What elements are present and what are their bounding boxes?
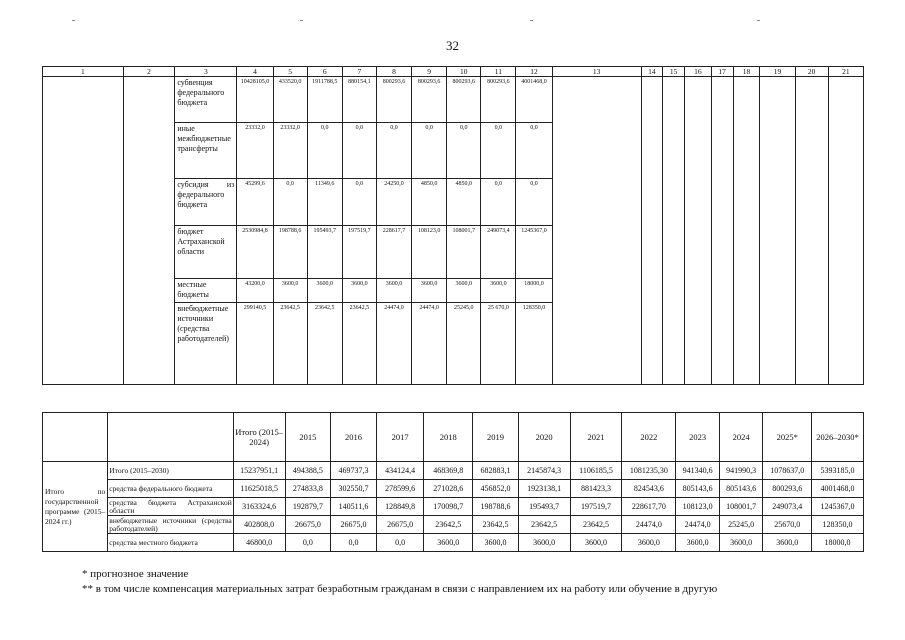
column-header: 2017 (376, 413, 424, 462)
value-cell: 800293,6 (376, 77, 411, 123)
column-header: 2021 (570, 413, 622, 462)
value-cell: 10428105,0 (237, 77, 273, 123)
header-empty-cell (43, 413, 108, 462)
value-cell: 0,0 (376, 123, 411, 179)
value-cell: 433520,0 (273, 77, 307, 123)
value-cell: 0,0 (481, 123, 516, 179)
value-cell: 26675,0 (285, 516, 331, 534)
value-cell: 128350,0 (812, 516, 864, 534)
summary-table (42, 412, 864, 552)
value-cell: 3600,0 (763, 534, 812, 552)
empty-cell (828, 77, 863, 385)
value-cell: 108001,7 (447, 226, 481, 279)
value-cell: 24250,0 (376, 179, 411, 226)
value-cell: 0,0 (307, 123, 342, 179)
value-cell: 198788,6 (273, 226, 307, 279)
value-cell: 25245,0 (719, 516, 763, 534)
column-header: 2024 (719, 413, 763, 462)
footnote-1: * прогнозное значение (82, 568, 189, 580)
value-cell: 3600,0 (307, 279, 342, 303)
column-number-row (43, 67, 864, 77)
row-label: субсидия из федерального бюджета (175, 179, 237, 226)
value-cell: 0,0 (376, 534, 424, 552)
value-cell: 800293,6 (481, 77, 516, 123)
value-cell: 941990,3 (719, 462, 763, 480)
column-number: 13 (552, 67, 641, 77)
value-cell: 0,0 (331, 534, 377, 552)
value-cell: 197519,7 (570, 498, 622, 516)
value-cell: 494388,5 (285, 462, 331, 480)
column-header: 2015 (285, 413, 331, 462)
value-cell: 274833,8 (285, 480, 331, 498)
column-number: 6 (307, 67, 342, 77)
group-label: Итого по государственной программе (2015–2024 гг.) (43, 462, 108, 552)
column-number: 8 (376, 67, 411, 77)
column-header: 2016 (331, 413, 377, 462)
column-number: 19 (760, 67, 795, 77)
merged-cell-col1 (43, 77, 124, 385)
value-cell: 3600,0 (676, 534, 720, 552)
value-cell: 4001468,0 (812, 480, 864, 498)
value-cell: 228617,70 (622, 498, 676, 516)
value-cell: 198788,6 (473, 498, 519, 516)
empty-cell (663, 77, 685, 385)
value-cell: 18000,0 (516, 279, 552, 303)
value-cell: 3600,0 (473, 534, 519, 552)
column-header: 2020 (518, 413, 570, 462)
value-cell: 4850,0 (412, 179, 447, 226)
value-cell: 45299,6 (237, 179, 273, 226)
value-cell: 23332,0 (237, 123, 273, 179)
value-cell: 800293,6 (447, 77, 481, 123)
column-number: 16 (684, 67, 711, 77)
row-label: субвенция федерального бюджета (175, 77, 237, 123)
value-cell: 15237951,1 (233, 462, 285, 480)
value-cell: 25 670,0 (481, 303, 516, 385)
empty-cell (552, 77, 641, 385)
value-cell: 249073,4 (763, 498, 812, 516)
row-label: местные бюджеты (175, 279, 237, 303)
value-cell: 128350,0 (516, 303, 552, 385)
value-cell: 1081235,30 (622, 462, 676, 480)
value-cell: 4850,0 (447, 179, 481, 226)
column-number: 4 (237, 67, 273, 77)
column-header: 2018 (424, 413, 473, 462)
empty-cell (684, 77, 711, 385)
value-cell: 1078637,0 (763, 462, 812, 480)
value-cell: 18000,0 (812, 534, 864, 552)
page-number: 32 (446, 38, 459, 53)
value-cell: 1245367,0 (812, 498, 864, 516)
row-label: Итого (2015–2030) (108, 462, 233, 480)
value-cell: 23642,5 (273, 303, 307, 385)
value-cell: 682883,1 (473, 462, 519, 480)
value-cell: 0,0 (342, 123, 376, 179)
value-cell: 11625018,5 (233, 480, 285, 498)
column-number: 10 (447, 67, 481, 77)
header-empty-cell (108, 413, 233, 462)
value-cell: 4001468,0 (516, 77, 552, 123)
column-header: 2022 (622, 413, 676, 462)
column-header: 2026–2030* (812, 413, 864, 462)
column-header: Итого (2015–2024) (233, 413, 285, 462)
value-cell: 1245367,0 (516, 226, 552, 279)
value-cell: 3600,0 (447, 279, 481, 303)
table-row (43, 462, 864, 480)
row-label: внебюджетные источники (средства работодателей) (109, 515, 232, 533)
value-cell: 1106185,5 (570, 462, 622, 480)
table-row (43, 516, 864, 534)
value-cell: 2530984,8 (237, 226, 273, 279)
value-cell: 456852,0 (473, 480, 519, 498)
value-cell: 805143,6 (719, 480, 763, 498)
value-cell: 23642,5 (570, 516, 622, 534)
value-cell: 3600,0 (412, 279, 447, 303)
value-cell: 3600,0 (570, 534, 622, 552)
value-cell: 24474,0 (676, 516, 720, 534)
value-cell: 941340,6 (676, 462, 720, 480)
column-header: 2023 (676, 413, 720, 462)
column-number: 3 (175, 67, 237, 77)
value-cell: 108001,7 (719, 498, 763, 516)
table-row (43, 534, 864, 552)
value-cell: 23642,5 (424, 516, 473, 534)
value-cell: 11349,6 (307, 179, 342, 226)
column-number: 17 (711, 67, 733, 77)
value-cell: 800293,6 (763, 480, 812, 498)
value-cell: 0,0 (342, 179, 376, 226)
value-cell: 468369,8 (424, 462, 473, 480)
value-cell: 23642,5 (342, 303, 376, 385)
value-cell: 3600,0 (622, 534, 676, 552)
value-cell: 5393185,0 (812, 462, 864, 480)
value-cell: 0,0 (516, 123, 552, 179)
value-cell: 24474,0 (376, 303, 411, 385)
value-cell: 0,0 (516, 179, 552, 226)
column-header: 2025* (763, 413, 812, 462)
value-cell: 2145874,3 (518, 462, 570, 480)
value-cell: 880154,1 (342, 77, 376, 123)
value-cell: 3163324,6 (233, 498, 285, 516)
value-cell: 24474,0 (622, 516, 676, 534)
empty-cell (760, 77, 795, 385)
row-label: средства бюджета Астраханской области (109, 497, 232, 515)
value-cell: 249073,4 (481, 226, 516, 279)
value-cell: 140511,6 (331, 498, 377, 516)
value-cell: 23642,5 (518, 516, 570, 534)
value-cell: 195493,7 (518, 498, 570, 516)
value-cell: 26675,0 (376, 516, 424, 534)
column-number: 21 (828, 67, 863, 77)
value-cell: 469737,3 (331, 462, 377, 480)
column-number: 14 (641, 67, 663, 77)
table-row (43, 480, 864, 498)
value-cell: 192879,7 (285, 498, 331, 516)
column-number: 18 (733, 67, 760, 77)
value-cell: 195493,7 (307, 226, 342, 279)
value-cell: 25670,0 (763, 516, 812, 534)
value-cell: 805143,6 (676, 480, 720, 498)
value-cell: 299140,5 (237, 303, 273, 385)
column-number: 20 (795, 67, 828, 77)
column-number: 11 (481, 67, 516, 77)
value-cell: 3600,0 (424, 534, 473, 552)
value-cell: 1923138,1 (518, 480, 570, 498)
footnote-2: ** в том числе компенсация материальных затрат безработным гражданам в связи с направлением их на работу или обучение в другую (82, 583, 718, 595)
header-row (43, 413, 864, 462)
merged-cell-col2 (123, 77, 175, 385)
value-cell: 302550,7 (331, 480, 377, 498)
value-cell: 26675,0 (331, 516, 377, 534)
value-cell: 3600,0 (481, 279, 516, 303)
value-cell: 402808,0 (233, 516, 285, 534)
value-cell: 128849,8 (376, 498, 424, 516)
value-cell: 3600,0 (342, 279, 376, 303)
value-cell: 0,0 (447, 123, 481, 179)
row-label: внебюджетные источники (средства работодателей) (175, 303, 237, 385)
value-cell: 24474,0 (412, 303, 447, 385)
value-cell: 108123,0 (412, 226, 447, 279)
column-header: 2019 (473, 413, 519, 462)
value-cell: 170098,7 (424, 498, 473, 516)
column-number: 12 (516, 67, 552, 77)
value-cell: 197519,7 (342, 226, 376, 279)
column-number: 1 (43, 67, 124, 77)
value-cell: 46800,0 (233, 534, 285, 552)
row-label: иные межбюджетные трансферты (175, 123, 237, 179)
value-cell: 800293,6 (412, 77, 447, 123)
value-cell: 3600,0 (273, 279, 307, 303)
value-cell: 271028,6 (424, 480, 473, 498)
row-label: бюджет Астраханской области (175, 226, 237, 279)
value-cell: 881423,3 (570, 480, 622, 498)
row-label: средства федерального бюджета (108, 480, 233, 498)
value-cell: 108123,0 (676, 498, 720, 516)
value-cell: 23642,5 (307, 303, 342, 385)
value-cell: 0,0 (481, 179, 516, 226)
value-cell: 1911788,5 (307, 77, 342, 123)
empty-cell (711, 77, 733, 385)
empty-cell (795, 77, 828, 385)
value-cell: 43200,0 (237, 279, 273, 303)
empty-cell (733, 77, 760, 385)
value-cell: 434124,4 (376, 462, 424, 480)
continuation-table (42, 66, 864, 385)
value-cell: 0,0 (285, 534, 331, 552)
column-number: 7 (342, 67, 376, 77)
column-number: 15 (663, 67, 685, 77)
value-cell: 228617,7 (376, 226, 411, 279)
column-number: 5 (273, 67, 307, 77)
table-row (43, 498, 864, 516)
table-row (43, 77, 864, 123)
value-cell: 3600,0 (518, 534, 570, 552)
value-cell: 23332,0 (273, 123, 307, 179)
value-cell: 3600,0 (719, 534, 763, 552)
value-cell: 824543,6 (622, 480, 676, 498)
value-cell: 0,0 (412, 123, 447, 179)
value-cell: 3600,0 (376, 279, 411, 303)
value-cell: 0,0 (273, 179, 307, 226)
value-cell: 25245,0 (447, 303, 481, 385)
row-label: средства местного бюджета (108, 534, 233, 552)
column-number: 2 (123, 67, 175, 77)
value-cell: 278599,6 (376, 480, 424, 498)
empty-cell (641, 77, 663, 385)
column-number: 9 (412, 67, 447, 77)
value-cell: 23642,5 (473, 516, 519, 534)
